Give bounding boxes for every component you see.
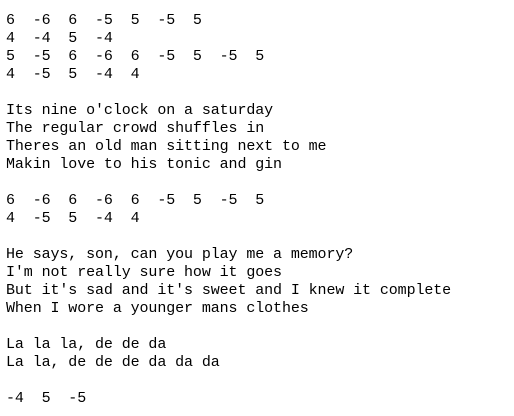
blank-line bbox=[6, 84, 514, 102]
lyric-line: But it's sad and it's sweet and I knew it complete bbox=[6, 282, 452, 299]
chorus-block bbox=[6, 336, 514, 372]
lyric-line: When I wore a younger mans clothes bbox=[6, 300, 309, 317]
lyric-line: Its nine o'clock on a saturday bbox=[6, 102, 274, 119]
tab-line: 6 -6 6 -6 6 -5 5 -5 5 bbox=[6, 192, 265, 209]
blank-line bbox=[6, 228, 514, 246]
tab-line: 4 -4 5 -4 bbox=[6, 30, 113, 47]
lyric-line: La la, de de de da da da bbox=[6, 354, 220, 371]
song-sheet bbox=[6, 12, 514, 408]
tab-line: 5 -5 6 -6 6 -5 5 -5 5 bbox=[6, 48, 265, 65]
tab-line: 4 -5 5 -4 4 bbox=[6, 66, 140, 83]
tab-block-3 bbox=[6, 390, 514, 408]
lyric-line: Makin love to his tonic and gin bbox=[6, 156, 282, 173]
tab-line: 4 -5 5 -4 4 bbox=[6, 210, 140, 227]
verse-block-2 bbox=[6, 246, 514, 318]
tab-line: -4 5 -5 bbox=[6, 390, 87, 407]
verse-block-1 bbox=[6, 102, 514, 174]
lyric-line: La la la, de de da bbox=[6, 336, 167, 353]
lyric-line: He says, son, can you play me a memory? bbox=[6, 246, 354, 263]
blank-line bbox=[6, 174, 514, 192]
tab-block-2 bbox=[6, 192, 514, 228]
lyric-line: The regular crowd shuffles in bbox=[6, 120, 265, 137]
lyric-line: I'm not really sure how it goes bbox=[6, 264, 282, 281]
tab-line: 6 -6 6 -5 5 -5 5 bbox=[6, 12, 202, 29]
blank-line bbox=[6, 372, 514, 390]
tab-block-1 bbox=[6, 12, 514, 84]
lyric-line: Theres an old man sitting next to me bbox=[6, 138, 327, 155]
blank-line bbox=[6, 318, 514, 336]
